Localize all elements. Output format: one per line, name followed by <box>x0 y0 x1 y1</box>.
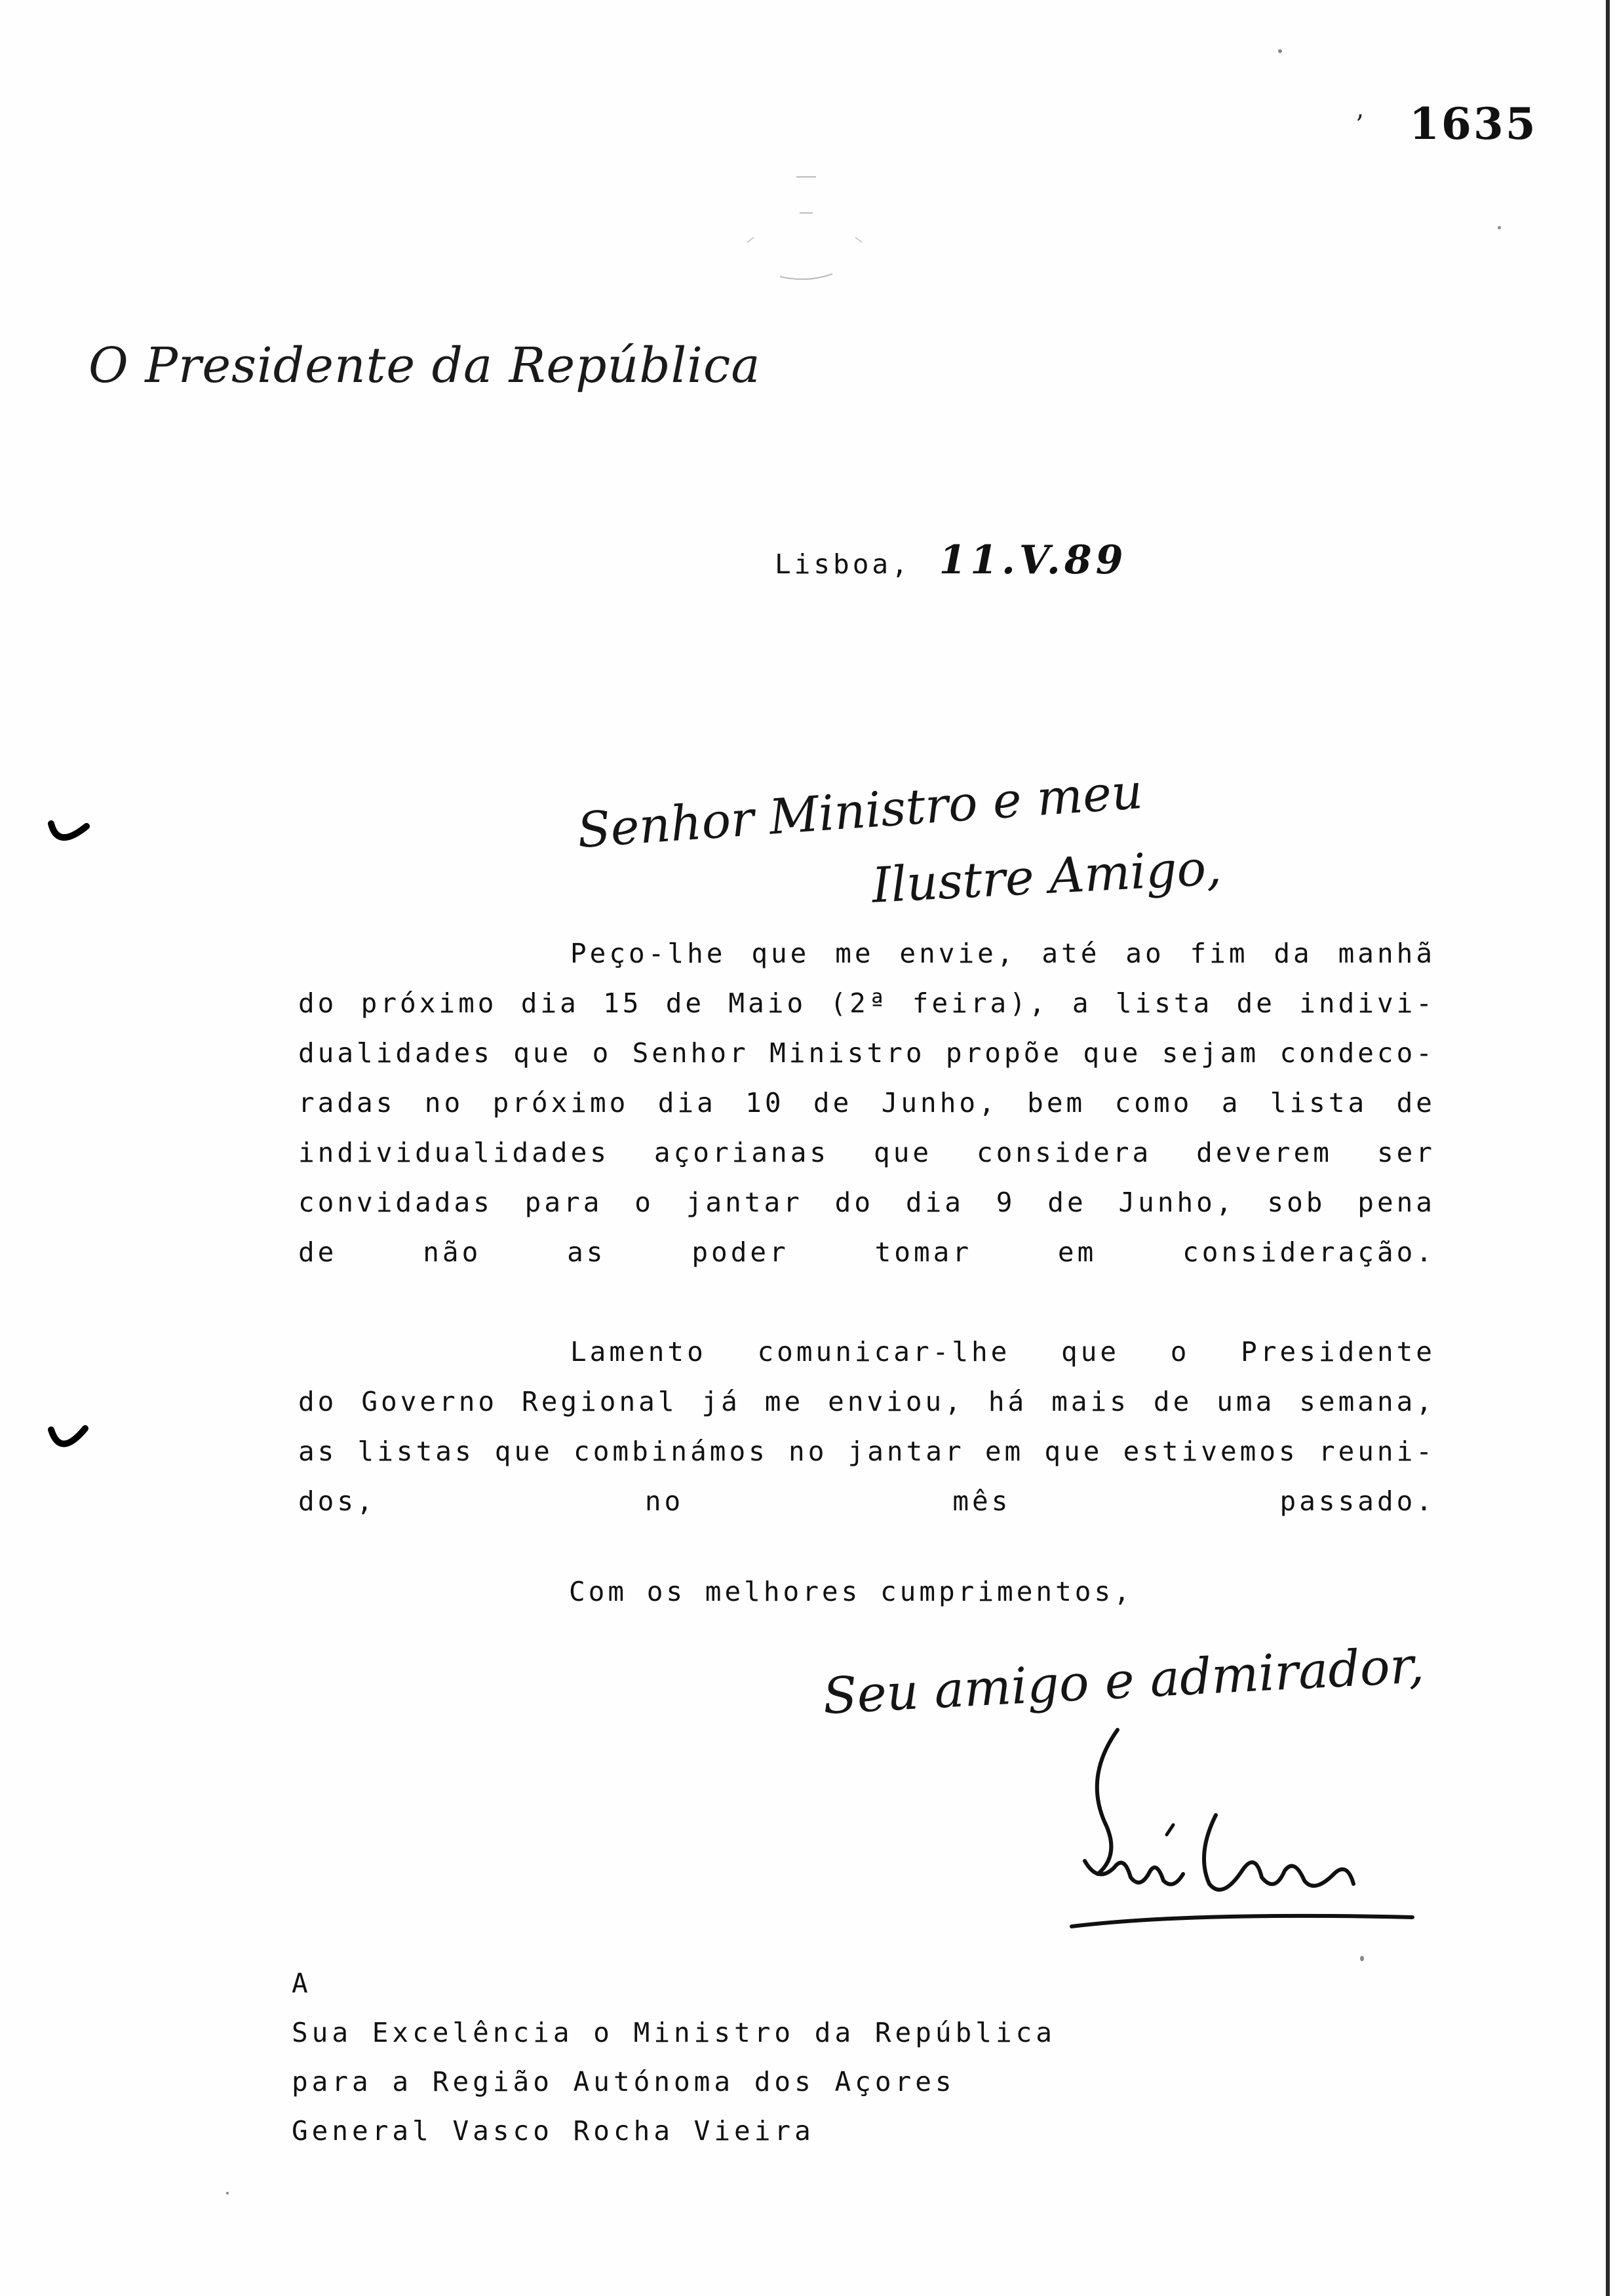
paragraph-2 <box>298 1327 1435 1526</box>
margin-check-mark <box>46 1422 92 1461</box>
recipient-line: para a Região Autónoma dos Açores <box>292 2066 956 2097</box>
recipient-line: A <box>292 1968 312 1999</box>
margin-check-mark <box>46 816 92 855</box>
date-place: Lisboa, <box>775 548 911 580</box>
handwritten-date: 11.V.89 <box>939 537 1127 583</box>
paragraph-1 <box>298 928 1435 1277</box>
paragraph-line: do Governo Regional já me enviou, há mais de uma semana, <box>298 1386 1435 1417</box>
paragraph-line: dualidades que o Senhor Ministro propõe que sejam condeco- <box>298 1037 1435 1069</box>
letterhead-title: O Presidente da República <box>88 337 761 394</box>
paragraph-line: radas no próximo dia 10 de Junho, bem como a lista de <box>298 1087 1435 1119</box>
paragraph-line: de não as poder tomar em consideração. <box>298 1236 1435 1268</box>
date-line <box>775 537 1127 583</box>
paragraph-line: Peço-lhe que me envie, até ao fim da manhã <box>570 938 1435 969</box>
paragraph-line: dos, no mês passado. <box>298 1485 1435 1517</box>
scan-edge <box>1606 0 1610 2296</box>
recipient-block <box>292 1959 1056 2156</box>
closing-line: Com os melhores cumprimentos, <box>569 1576 1133 1607</box>
salutation-line-1: Senhor Ministro e meu <box>575 763 1145 860</box>
faint-seal-mark <box>734 164 878 295</box>
handwritten-signature <box>1059 1704 1426 1940</box>
number-tick-mark: ’ <box>1355 110 1364 140</box>
scan-speck <box>1498 226 1501 229</box>
paragraph-line: convidadas para o jantar do dia 9 de Junho, sob pena <box>298 1187 1435 1218</box>
scan-speck <box>1360 1956 1364 1961</box>
scan-speck <box>1278 49 1282 53</box>
scan-speck <box>226 2192 229 2194</box>
paragraph-line: individualidades açorianas que considera deverem ser <box>298 1137 1435 1168</box>
paragraph-line: Lamento comunicar-lhe que o Presidente <box>570 1336 1435 1368</box>
paragraph-line: do próximo dia 15 de Maio (2ª feira), a lista de indivi- <box>298 987 1435 1019</box>
document-number: 1635 <box>1409 98 1538 149</box>
recipient-line: Sua Excelência o Ministro da República <box>292 2017 1056 2048</box>
salutation-line-2: Ilustre Amigo, <box>870 839 1223 914</box>
paragraph-line: as listas que combinámos no jantar em que estivemos reuni- <box>298 1436 1435 1467</box>
handwritten-closing: Seu amigo e admirador, <box>821 1636 1426 1725</box>
recipient-line: General Vasco Rocha Vieira <box>292 2115 815 2147</box>
